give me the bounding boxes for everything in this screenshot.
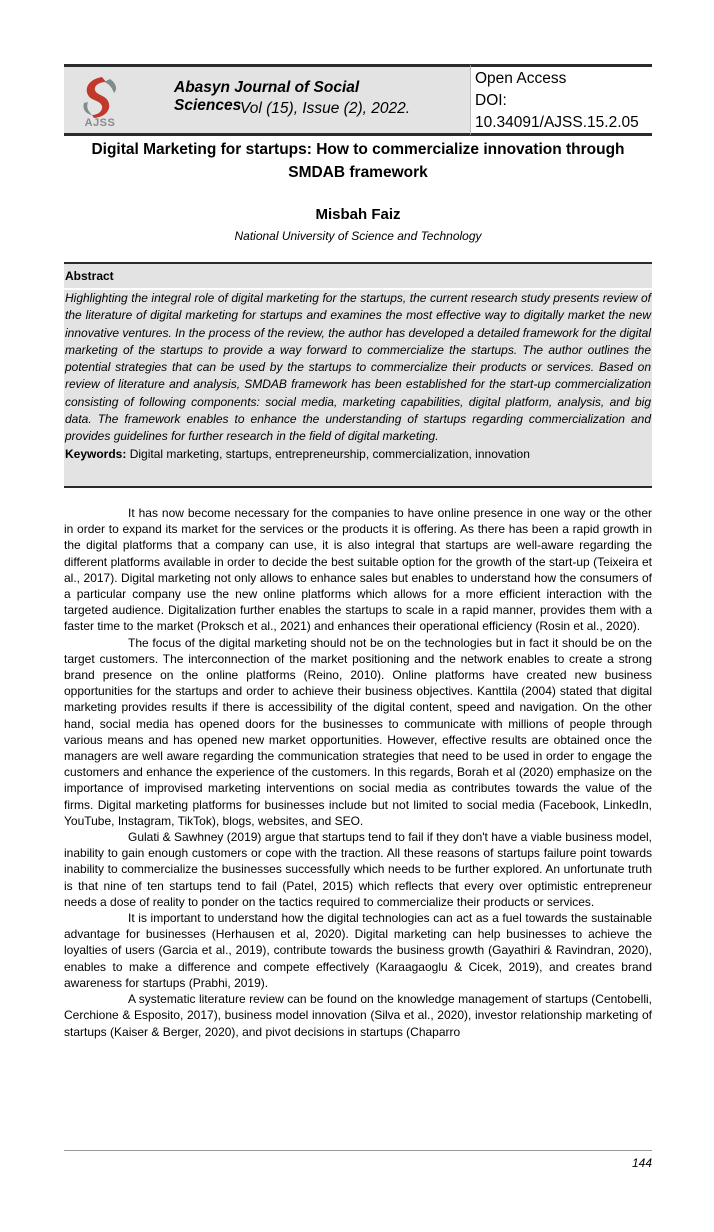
- body-paragraph: It is important to understand how the digital technologies can act as a fuel towards the sustainable advantage for businesses (Herhausen et al, 2020). Digital marketing can help businesses to achieve the loyalties of users (Garcia et al., 2019), contribute towards the business growth (Gayathiri & Ravindran, 2020), enables to make a difference and compete effectively (Karaagaoglu & Cicek, 2019), and creates brand awareness for startups (Prabhi, 2019).: [64, 911, 652, 990]
- journal-name: Abasyn Journal of Social Sciences: [174, 79, 360, 114]
- journal-header: [64, 64, 652, 136]
- keywords-text: Digital marketing, startups, entrepreneurship, commercialization, innovation: [129, 446, 530, 461]
- logo-text: AJSS: [84, 117, 116, 129]
- ajss-logo-icon: [72, 73, 128, 131]
- journal-volume: Vol (15), Issue (2), 2022.: [240, 100, 411, 117]
- author-name: Misbah Faiz: [315, 206, 401, 223]
- abstract-box: [64, 290, 652, 488]
- article-body: [64, 505, 652, 1040]
- abstract-heading: Abstract: [64, 262, 652, 288]
- page-number: 144: [631, 1156, 652, 1170]
- author-affiliation: National University of Science and Technology: [234, 229, 482, 243]
- abstract-text: Highlighting the integral role of digital marketing for the startups, the current research study presents review of the literature of digital marketing for startups and examines the most effective way to digitally market the new innovative ventures. In the process of the review, the author has developed a detailed framework for the digital marketing of the startups to provide a way forward to commercialize the startups. The author outlines the potential strategies that can be used by the startups to commercialize their products or services. Based on review of literature and analysis, SMDAB framework has been established for the start-up commercialization consisting of following components: social media, marketing capabilities, digital platform, analysis, and big data. The framework enables to enhance the understanding of startups regarding commercialization and provides guidelines for further research in the field of digital marketing.: [65, 291, 651, 444]
- keywords-label: Keywords:: [65, 446, 127, 461]
- open-access-label: Open Access: [475, 70, 567, 87]
- open-access-box: [470, 64, 652, 136]
- body-paragraph: The focus of the digital marketing should not be on the technologies but in fact it should be on the target customers. The interconnection of the market positioning and the network enables to create a strong brand presence on the online platforms (Reino, 2010). Online platforms have created new business opportunities for the startups and order to achieve their business objectives. Kanttila (2004) stated that digital marketing provides results if there is accessibility of the digital content, speed and navigation. On the other hand, social media has opened doors for the businesses to communicate with millions of people through various means and has opened new market opportunities. However, effective results are obtained once the managers are well aware regarding the communication strategies that need to be used in order to engage the customers and enhance the experience of the customers. In this regards, Borah et al (2020) emphasize on the importance of improvised marketing interventions on social media as contributes towards the value of the firms. Digital marketing platforms for businesses include but not limited to social media (Facebook, LinkedIn, YouTube, Instagram, TikTok), blogs, websites, and SEO.: [64, 635, 652, 828]
- footer-divider: [64, 1150, 652, 1151]
- article-title: Digital Marketing for startups: How to commercialize innovation through SMDAB framework: [91, 141, 625, 181]
- body-paragraph: Gulati & Sawhney (2019) argue that startups tend to fail if they don't have a viable business model, inability to gain enough customers or cope with the traction. All these reasons of startups failure point towards inability to commercialize the businesses successfully which needs to be further explored. An unfortunate truth is that nine of ten startups tend to fail (Patel, 2015) which reflects that every over optimistic entrepreneur needs a dose of reality to ponder on the tactics required to commercialize their products or services.: [64, 830, 652, 909]
- body-paragraph: It has now become necessary for the companies to have online presence in one way or the other in order to expand its market for the services or the products it is offering. As there has been a rapid growth in the digital platforms that a company can use, it is also integral that startups are well-aware regarding the different platforms available in order to decide the best suitable option for the growth of the start-up (Teixeira et al., 2017). Digital marketing not only allows to enhance sales but enables to understand how the consumers of a particular company use the new online platforms which allows for a more efficient interaction with the targeted audience. Digitalization further enables the startups to scale in a rapid manner, provides them with a faster time to the market (Proksch et al., 2021) and enhances their operational efficiency (Rosin et al., 2020).: [64, 506, 652, 634]
- doi-label: DOI:: [475, 92, 507, 109]
- keywords-line: [64, 446, 652, 463]
- doi-link[interactable]: 10.34091/AJSS.15.2.05: [475, 114, 639, 131]
- body-paragraph: A systematic literature review can be found on the knowledge management of startups (Centobelli, Cerchione & Esposito, 2017), business model innovation (Silva et al., 2020), investor relationship marketing of startups (Kaiser & Berger, 2020), and pivot decisions in startups (Chaparro: [64, 992, 652, 1039]
